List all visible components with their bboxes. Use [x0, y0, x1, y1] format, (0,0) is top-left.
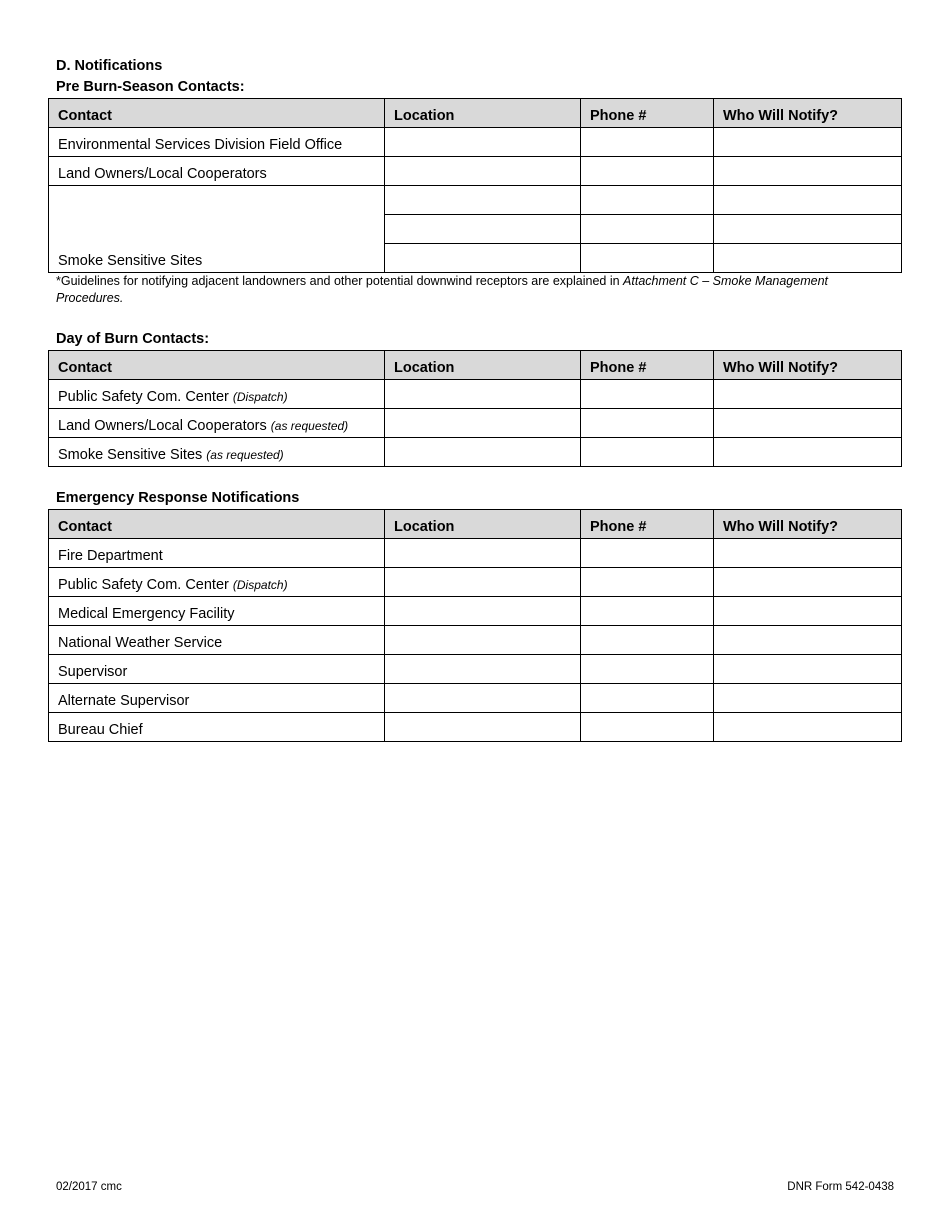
contact-cell [49, 655, 385, 684]
contact-qualifier: (as requested) [270, 419, 349, 433]
column-header-contact: Contact [49, 99, 385, 128]
footer-form-number: DNR Form 542-0438 [787, 1181, 894, 1193]
location-input-cell[interactable] [385, 438, 581, 467]
contact-label: Land Owners/Local Cooperators [58, 418, 267, 434]
contact-label: Smoke Sensitive Sites [58, 447, 203, 463]
location-input-cell[interactable] [385, 409, 581, 438]
contact-cell: Land Owners/Local Cooperators [49, 157, 385, 186]
who-will-notify-input-cell[interactable] [714, 568, 902, 597]
contact-label: Supervisor [58, 664, 128, 680]
phone-input-cell[interactable] [581, 539, 714, 568]
phone-input-cell[interactable] [581, 713, 714, 742]
phone-input-cell[interactable] [581, 215, 714, 244]
table-header-row [49, 351, 902, 380]
column-header-phone: Phone # [581, 510, 714, 539]
contact-cell [49, 713, 385, 742]
pre-burn-heading: Pre Burn-Season Contacts: [56, 79, 245, 95]
who-will-notify-input-cell[interactable] [714, 539, 902, 568]
contact-label: Public Safety Com. Center [58, 389, 229, 405]
table-row [49, 438, 902, 467]
location-input-cell[interactable] [385, 128, 581, 157]
column-header-contact: Contact [49, 351, 385, 380]
contact-cell [49, 409, 385, 438]
location-input-cell[interactable] [385, 539, 581, 568]
location-input-cell[interactable] [385, 626, 581, 655]
who-will-notify-input-cell[interactable] [714, 128, 902, 157]
who-will-notify-input-cell[interactable] [714, 380, 902, 409]
column-header-location: Location [385, 351, 581, 380]
contact-label: Public Safety Com. Center [58, 577, 229, 593]
column-header-who-will-notify: Who Will Notify? [714, 351, 902, 380]
phone-input-cell[interactable] [581, 684, 714, 713]
phone-input-cell[interactable] [581, 186, 714, 215]
table-header-row [49, 99, 902, 128]
footer-date: 02/2017 cmc [56, 1181, 122, 1193]
table-row [49, 539, 902, 568]
who-will-notify-input-cell[interactable] [714, 626, 902, 655]
table-row [49, 684, 902, 713]
emergency-table [48, 509, 902, 742]
pre-burn-table [48, 98, 902, 273]
contact-label: Fire Department [58, 548, 163, 564]
day-of-burn-heading: Day of Burn Contacts: [56, 331, 210, 347]
guidelines-note [56, 273, 876, 307]
phone-input-cell[interactable] [581, 380, 714, 409]
table-row [49, 128, 902, 157]
column-header-location: Location [385, 99, 581, 128]
who-will-notify-input-cell[interactable] [714, 713, 902, 742]
column-header-contact: Contact [49, 510, 385, 539]
phone-input-cell[interactable] [581, 244, 714, 273]
table-row [49, 713, 902, 742]
who-will-notify-input-cell[interactable] [714, 157, 902, 186]
contact-label: National Weather Service [58, 635, 223, 651]
phone-input-cell[interactable] [581, 438, 714, 467]
contact-cell [49, 438, 385, 467]
column-header-location: Location [385, 510, 581, 539]
contact-cell [49, 568, 385, 597]
table-row [49, 655, 902, 684]
who-will-notify-input-cell[interactable] [714, 215, 902, 244]
location-input-cell[interactable] [385, 186, 581, 215]
table-header-row [49, 510, 902, 539]
contact-label: Smoke Sensitive Sites [58, 253, 203, 269]
contact-cell [49, 597, 385, 626]
who-will-notify-input-cell[interactable] [714, 655, 902, 684]
phone-input-cell[interactable] [581, 568, 714, 597]
table-row [49, 409, 902, 438]
who-will-notify-input-cell[interactable] [714, 684, 902, 713]
table-row [49, 626, 902, 655]
column-header-phone: Phone # [581, 99, 714, 128]
location-input-cell[interactable] [385, 655, 581, 684]
phone-input-cell[interactable] [581, 626, 714, 655]
location-input-cell[interactable] [385, 157, 581, 186]
phone-input-cell[interactable] [581, 409, 714, 438]
table-row [49, 568, 902, 597]
who-will-notify-input-cell[interactable] [714, 438, 902, 467]
column-header-who-will-notify: Who Will Notify? [714, 510, 902, 539]
location-input-cell[interactable] [385, 713, 581, 742]
location-input-cell[interactable] [385, 215, 581, 244]
contact-label: Bureau Chief [58, 722, 143, 738]
location-input-cell[interactable] [385, 244, 581, 273]
contact-cell [49, 539, 385, 568]
location-input-cell[interactable] [385, 380, 581, 409]
table-row [49, 186, 902, 215]
phone-input-cell[interactable] [581, 597, 714, 626]
table-row [49, 597, 902, 626]
location-input-cell[interactable] [385, 597, 581, 626]
who-will-notify-input-cell[interactable] [714, 244, 902, 273]
contact-qualifier: (as requested) [206, 448, 284, 462]
contact-label: Alternate Supervisor [58, 693, 190, 709]
phone-input-cell[interactable] [581, 128, 714, 157]
note-reference: Attachment C – Smoke Management Procedures. [56, 274, 828, 305]
phone-input-cell[interactable] [581, 655, 714, 684]
note-text: *Guidelines for notifying adjacent landowners and other potential downwind receptors are explained in [56, 274, 624, 288]
location-input-cell[interactable] [385, 568, 581, 597]
contact-cell-merged [49, 186, 385, 273]
emergency-heading: Emergency Response Notifications [56, 490, 300, 506]
contact-cell: Environmental Services Division Field Office [49, 128, 385, 157]
phone-input-cell[interactable] [581, 157, 714, 186]
contact-cell [49, 380, 385, 409]
who-will-notify-input-cell[interactable] [714, 597, 902, 626]
table-row [49, 380, 902, 409]
table-row [49, 157, 902, 186]
who-will-notify-input-cell[interactable] [714, 409, 902, 438]
section-title: D. Notifications [56, 58, 163, 74]
contact-label: Medical Emergency Facility [58, 606, 235, 622]
column-header-phone: Phone # [581, 351, 714, 380]
location-input-cell[interactable] [385, 684, 581, 713]
contact-cell [49, 626, 385, 655]
contact-cell [49, 684, 385, 713]
day-of-burn-table [48, 350, 902, 467]
column-header-who-will-notify: Who Will Notify? [714, 99, 902, 128]
contact-qualifier: (Dispatch) [232, 390, 288, 404]
who-will-notify-input-cell[interactable] [714, 186, 902, 215]
contact-qualifier: (Dispatch) [232, 578, 288, 592]
